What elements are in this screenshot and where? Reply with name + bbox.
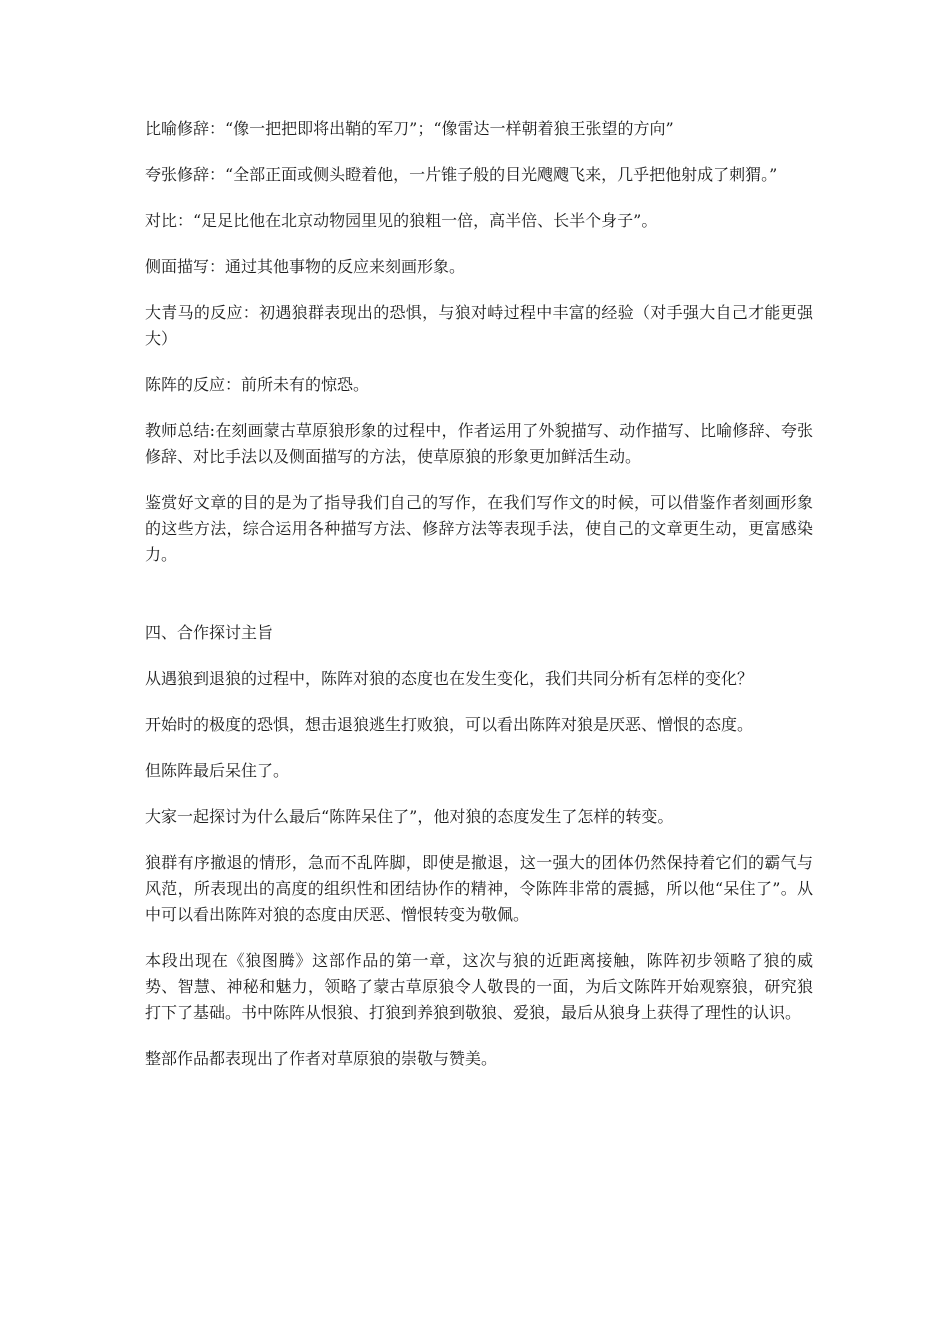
section-heading: 四、合作探讨主旨 — [145, 623, 274, 642]
paragraph-hyperbole: 夸张修辞：“全部正面或侧头瞪着他，一片锥子般的目光飕飕飞来，几乎把他射成了刺猬。” — [145, 165, 778, 184]
paragraph-chenzhen-reaction: 陈阵的反应：前所未有的惊恐。 — [145, 375, 370, 394]
paragraph-attitude-question: 从遇狼到退狼的过程中，陈阵对狼的态度也在发生变化，我们共同分析有怎样的变化？ — [145, 669, 754, 688]
paragraph-teacher-summary: 教师总结:在刻画蒙古草原狼形象的过程中，作者运用了外貌描写、动作描写、比喻修辞、夸张修辞、对比手法以及侧面描写的方法，使草原狼的形象更加鲜活生动。 — [145, 421, 813, 466]
paragraph-metaphor: 比喻修辞：“像一把把即将出鞘的军刀”；“像雷达一样朝着狼王张望的方向” — [145, 119, 674, 138]
paragraph-contrast: 对比：“足足比他在北京动物园里见的狼粗一倍，高半倍、长半个身子”。 — [145, 211, 658, 230]
paragraph-side-description: 侧面描写：通过其他事物的反应来刻画形象。 — [145, 257, 466, 276]
paragraph-stunned: 但陈阵最后呆住了。 — [145, 761, 290, 780]
paragraph-discussion: 大家一起探讨为什么最后“陈阵呆住了”，他对狼的态度发生了怎样的转变。 — [145, 807, 674, 826]
paragraph-retreat-analysis: 狼群有序撤退的情形，急而不乱阵脚，即使是撤退，这一强大的团体仍然保持着它们的霸气与风范，所表现出的高度的组织性和团结协作的精神，令陈阵非常的震撼，所以他“呆住了”。从中可以看出陈阵对狼的态度由厌恶、憎恨转变为敬佩。 — [145, 853, 813, 924]
paragraph-book-context: 本段出现在《狼图腾》这部作品的第一章，这次与狼的近距离接触，陈阵初步领略了狼的威势、智慧、神秘和魅力，领略了蒙古草原狼令人敬畏的一面，为后文陈阵开始观察狼，研究狼打下了基础。书中陈阵从恨狼、打狼到养狼到敬狼、爱狼，最后从狼身上获得了理性的认识。 — [145, 951, 813, 1022]
paragraph-horse-reaction: 大青马的反应：初遇狼群表现出的恐惧，与狼对峙过程中丰富的经验（对手强大自己才能更强大） — [145, 303, 813, 348]
paragraph-conclusion: 整部作品都表现出了作者对草原狼的崇敬与赞美。 — [145, 1049, 498, 1068]
paragraph-initial-fear: 开始时的极度的恐惧，想击退狼逃生打败狼，可以看出陈阵对狼是厌恶、憎恨的态度。 — [145, 715, 754, 734]
paragraph-appreciation: 鉴赏好文章的目的是为了指导我们自己的写作，在我们写作文的时候，可以借鉴作者刻画形象的这些方法，综合运用各种描写方法、修辞方法等表现手法，使自己的文章更生动，更富感染力。 — [145, 493, 813, 564]
document-body — [145, 116, 813, 1092]
